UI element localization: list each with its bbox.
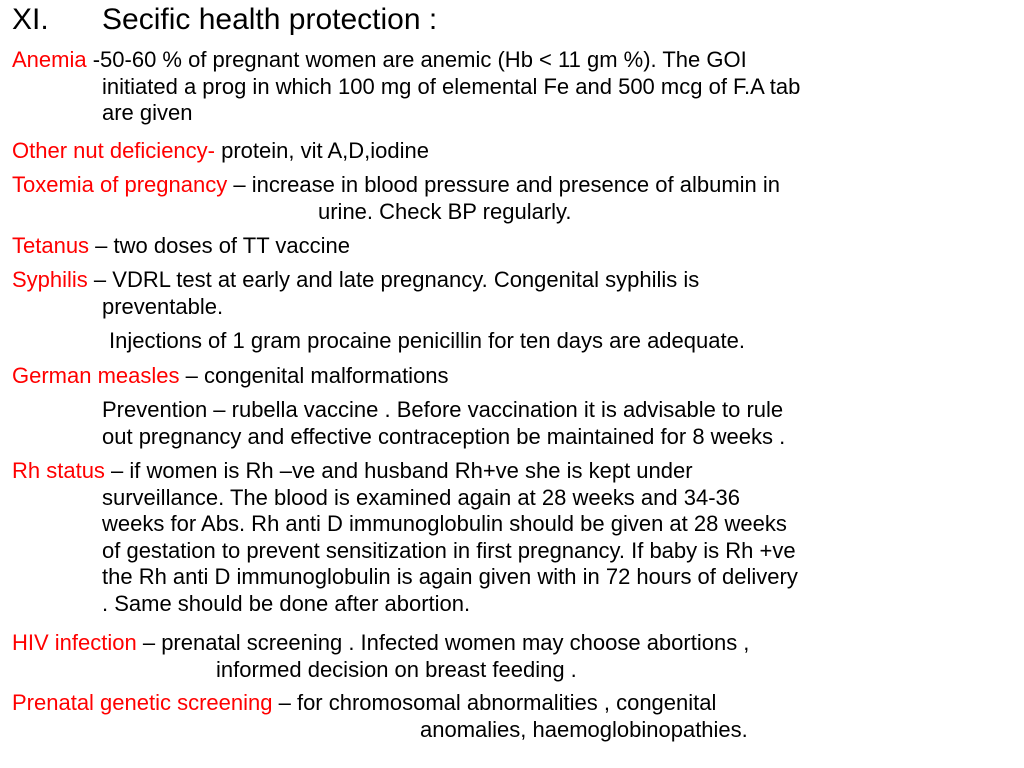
rh-status-text: – if women is Rh –ve and husband Rh+ve she is kept under xyxy=(104,458,693,483)
keyword-anemia: Anemia xyxy=(12,47,87,72)
toxemia-line-2: urine. Check BP regularly. xyxy=(318,198,572,224)
entry-tetanus xyxy=(12,233,350,260)
syphilis-line-2: preventable. xyxy=(102,293,224,319)
rh-status-line-3: weeks for Abs. Rh anti D immunoglobulin should be given at 28 weeks xyxy=(102,511,787,536)
rh-status-line-5: the Rh anti D immunoglobulin is again given with in 72 hours of delivery xyxy=(102,564,798,589)
entry-toxemia xyxy=(12,172,780,225)
entry-other-nut-deficiency xyxy=(12,138,429,165)
entry-rh-status xyxy=(12,458,798,617)
entry-anemia xyxy=(12,47,800,127)
keyword-syphilis: Syphilis xyxy=(12,267,88,292)
hiv-line-2: informed decision on breast feeding . xyxy=(216,656,577,682)
keyword-rh-status: Rh status xyxy=(12,458,105,483)
keyword-other-nut-deficiency: Other nut deficiency- xyxy=(12,138,215,163)
rh-status-line-6: . Same should be done after abortion. xyxy=(102,590,471,616)
toxemia-text: – increase in blood pressure and presence of albumin in xyxy=(227,172,781,197)
entry-german-measles xyxy=(12,363,449,390)
entry-prenatal-genetic-screening xyxy=(12,690,748,743)
german-measles-line-2: Prevention – rubella vaccine . Before vaccination it is advisable to rule xyxy=(102,397,784,422)
entry-syphilis xyxy=(12,267,699,320)
keyword-prenatal-genetic-screening: Prenatal genetic screening xyxy=(12,690,273,715)
syphilis-text: – VDRL test at early and late pregnancy. Congenital syphilis is xyxy=(87,267,700,292)
rh-status-line-2: surveillance. The blood is examined again at 28 weeks and 34-36 xyxy=(102,484,740,510)
anemia-line-3: are given xyxy=(102,100,193,125)
other-nut-text: protein, vit A,D,iodine xyxy=(214,138,429,163)
tetanus-text: – two doses of TT vaccine xyxy=(89,233,350,258)
rh-status-line-4: of gestation to prevent sensitization in first pregnancy. If baby is Rh +ve xyxy=(102,537,796,563)
syphilis-injections-note xyxy=(109,328,745,355)
anemia-line-2: initiated a prog in which 100 mg of elemental Fe and 500 mcg of F.A tab xyxy=(102,73,801,99)
keyword-tetanus: Tetanus xyxy=(12,233,90,258)
german-measles-prevention xyxy=(102,397,785,450)
keyword-toxemia: Toxemia of pregnancy xyxy=(12,172,228,197)
hiv-text: – prenatal screening . Infected women may choose abortions , xyxy=(136,630,750,655)
anemia-text: -50-60 % of pregnant women are anemic (Hb < 11 gm %). The GOI xyxy=(86,47,747,72)
prenatal-genetic-text: – for chromosomal abnormalities , congenital xyxy=(272,690,717,715)
german-measles-text: – congenital malformations xyxy=(179,363,449,388)
german-measles-line-3: out pregnancy and effective contraception be maintained for 8 weeks . xyxy=(102,423,786,449)
prenatal-genetic-line-2: anomalies, haemoglobinopathies. xyxy=(420,716,748,742)
title-text: Secific health protection : xyxy=(102,3,438,36)
slide-title xyxy=(12,2,437,38)
entry-hiv-infection xyxy=(12,630,749,683)
title-number: XI. xyxy=(12,3,49,36)
syphilis-line-3: Injections of 1 gram procaine penicillin for ten days are adequate. xyxy=(109,328,745,353)
keyword-hiv-infection: HIV infection xyxy=(12,630,137,655)
keyword-german-measles: German measles xyxy=(12,363,180,388)
